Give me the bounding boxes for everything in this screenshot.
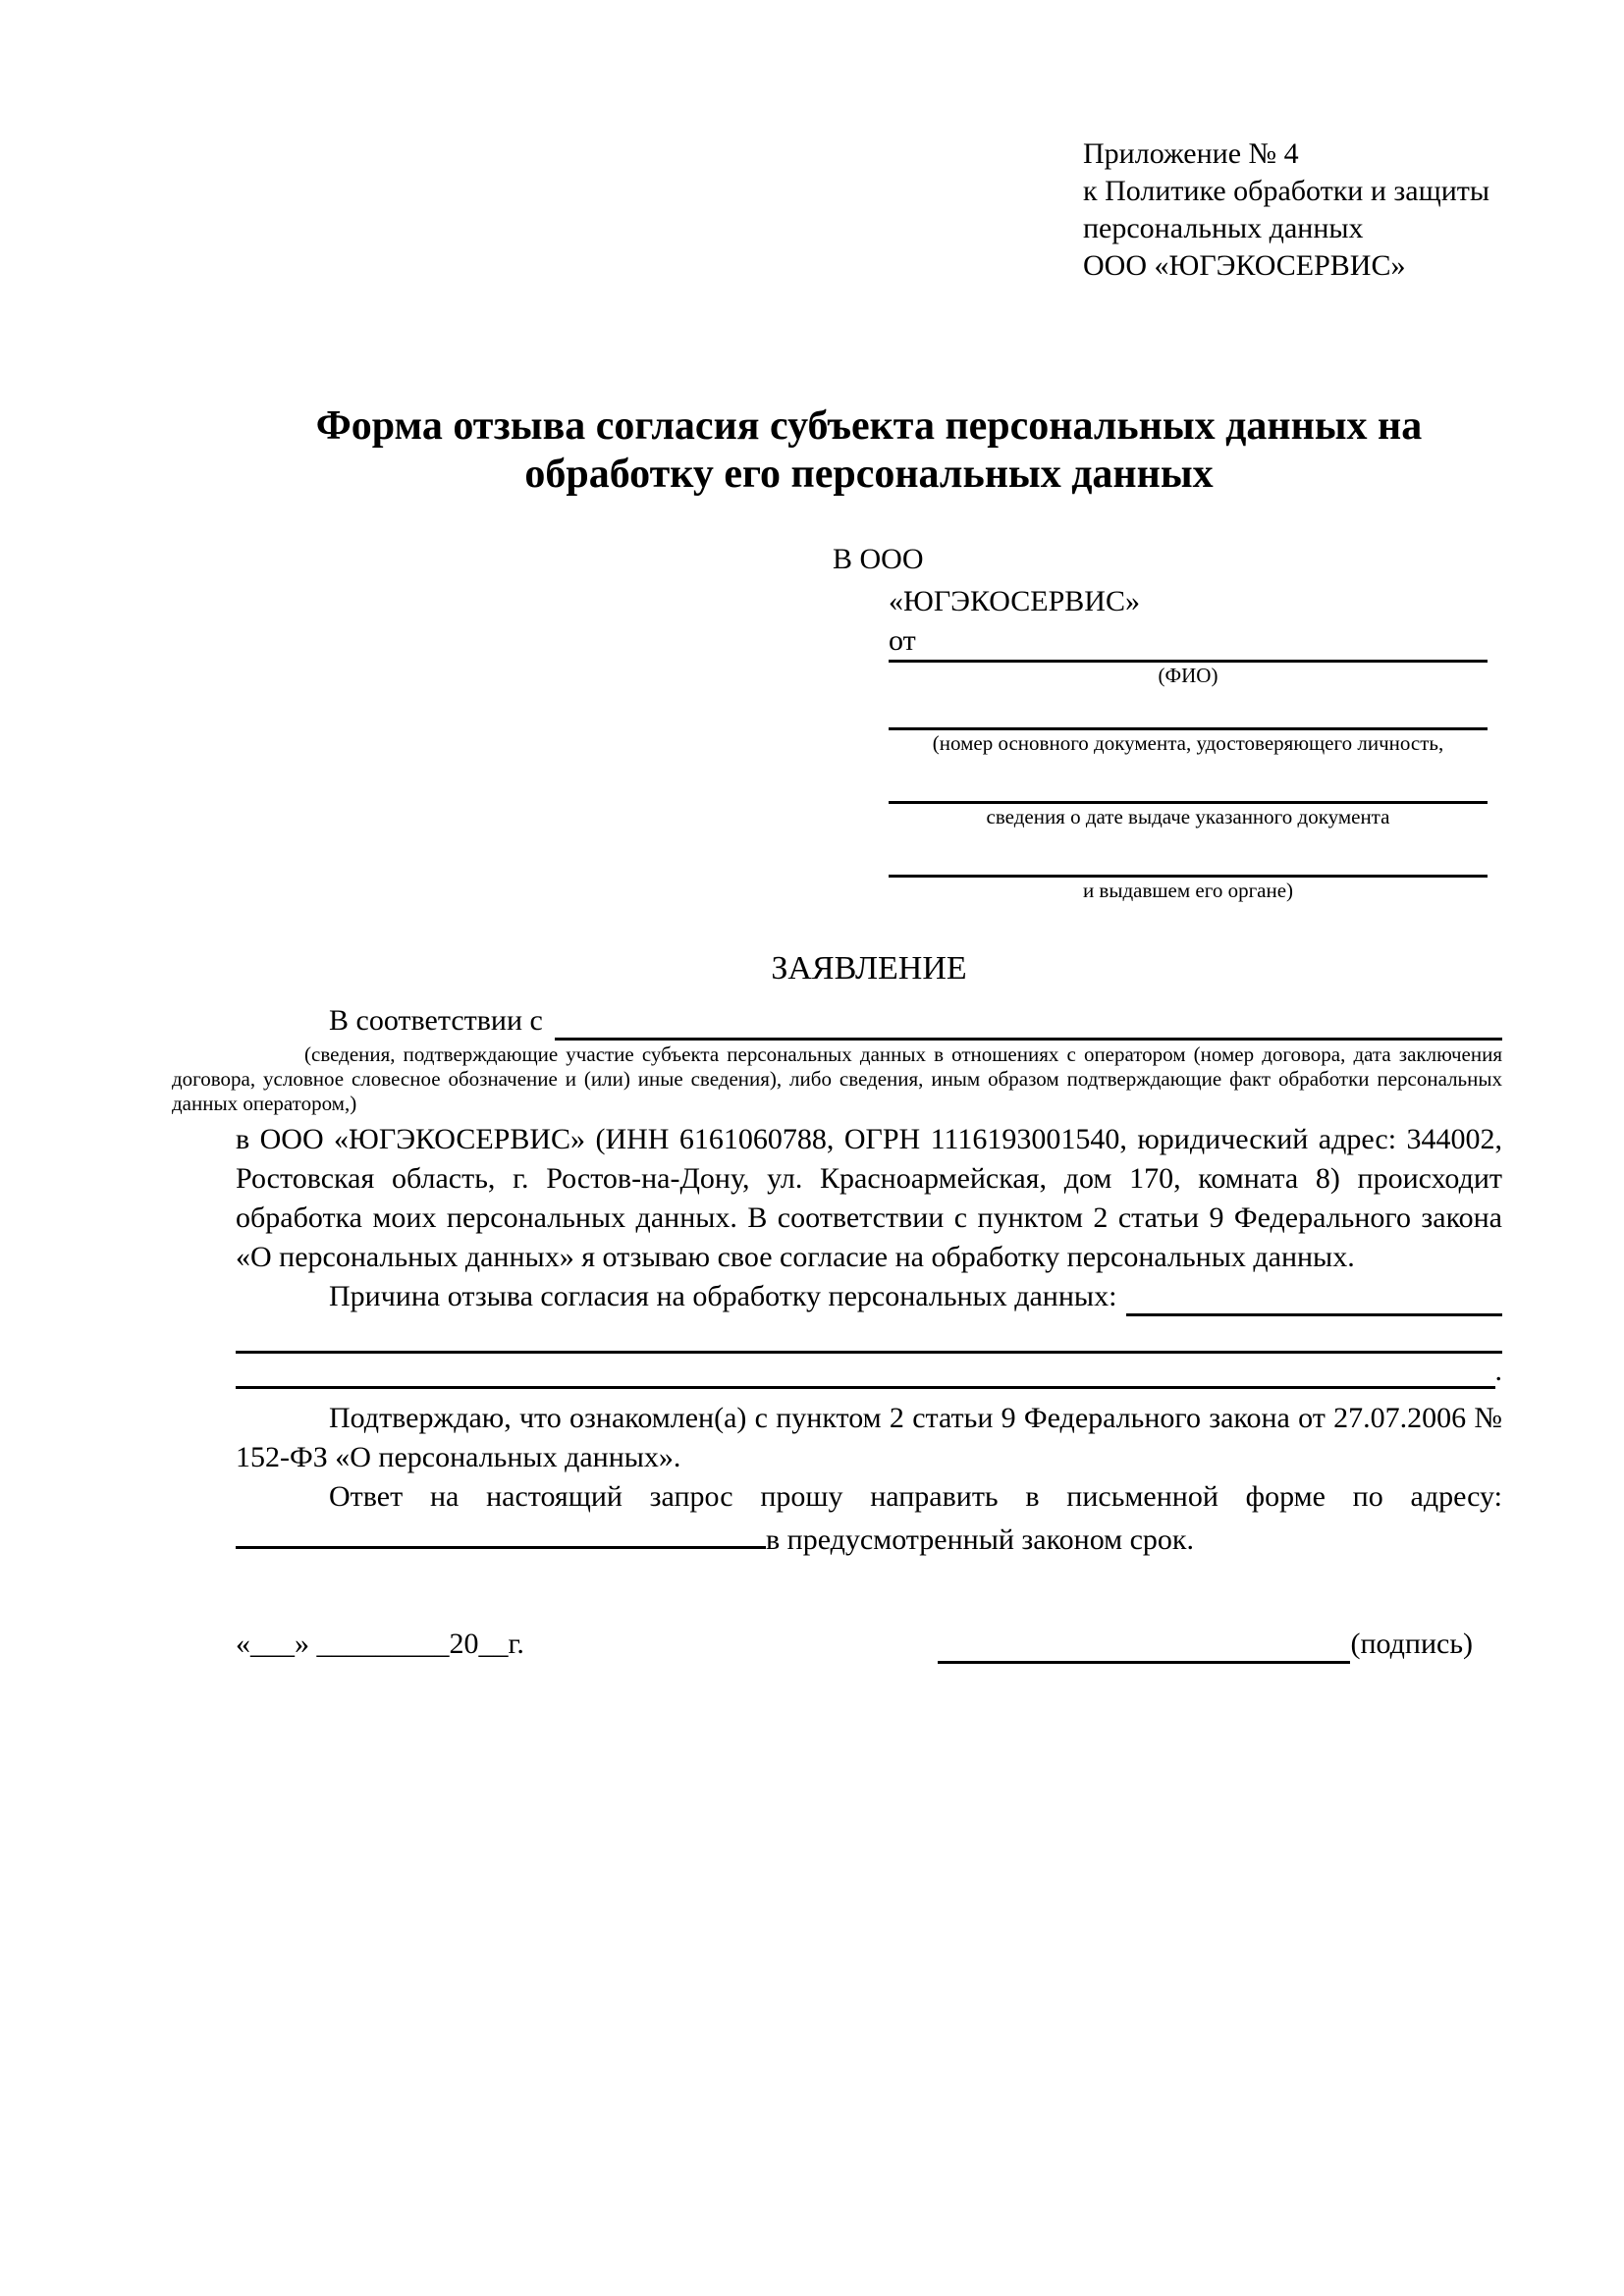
addressee-to-line: В ООО xyxy=(833,543,924,575)
document-number-caption: (номер основного документа, удостоверяющего личность, xyxy=(932,731,1444,755)
signature-field xyxy=(938,1631,1350,1664)
reason-label: Причина отзыва согласия на обработку персональных данных: xyxy=(329,1280,1117,1312)
body-paragraph: в ООО «ЮГЭКОСЕРВИС» (ИНН 6161060788, ОГРН 1116193001540, юридический адрес: 344002, Ростовская область, г. Ростов-на-Дону, ул. Красноармейская, дом 170, комната 8) происходит обработка моих персональных данных. В соответствии с пунктом 2 статьи 9 Федерального закона «О персональных данных» я отзываю свое согласие на обработку персональных данных. xyxy=(236,1123,1502,1273)
issuing-authority-field xyxy=(889,835,1488,878)
basis-footnote: (сведения, подтверждающие участие субъекта персональных данных в отношениях с оператором (номер договора, дата заключения договора, условное словесное обозначение и (или) иные сведения), либо сведения, иным образом подтверждающие факт обработки персональных данных оператором,) xyxy=(172,1042,1502,1115)
reason-field-line xyxy=(236,1318,1502,1354)
appendix-line: ООО «ЮГЭКОСЕРВИС» xyxy=(1083,249,1406,282)
addressee-block xyxy=(833,538,1502,903)
reason-field-continuation xyxy=(236,1386,1495,1389)
reason-line xyxy=(236,1277,1502,1316)
issuing-authority-caption: и выдавшем его органе) xyxy=(1082,879,1294,902)
appendix-line: к Политике обработки и защиты xyxy=(1083,175,1490,207)
document-content xyxy=(172,0,1502,1664)
in-accordance-label: В соответствии с xyxy=(329,1004,543,1037)
fio-caption: (ФИО) xyxy=(1158,664,1218,687)
basis-field xyxy=(555,1038,1502,1041)
reply-request-paragraph xyxy=(236,1477,1502,1560)
confirmation-paragraph: Подтверждаю, что ознакомлен(а) с пунктом 2 статьи 9 Федерального закона от 27.07.2006 № 152-ФЗ «О персональных данных». xyxy=(236,1402,1502,1473)
footer xyxy=(236,1625,1502,1664)
reason-field-line xyxy=(236,1354,1502,1389)
date-fill-line: «___» _________20__г. xyxy=(236,1628,524,1660)
document-number-field xyxy=(889,688,1488,730)
statement-heading: ЗАЯВЛЕНИЕ xyxy=(771,950,967,987)
reason-period: . xyxy=(1494,1355,1502,1387)
issue-date-caption: сведения о дате выдаче указанного документа xyxy=(986,805,1390,828)
addressee-from-field: от xyxy=(889,622,1488,663)
issue-date-field xyxy=(889,762,1488,804)
addressee-company: «ЮГЭКОСЕРВИС» xyxy=(889,585,1140,617)
appendix-line: Приложение № 4 xyxy=(1083,137,1299,170)
appendix-line: персональных данных xyxy=(1083,212,1364,244)
signature-caption: (подпись) xyxy=(1350,1628,1473,1660)
signature-area xyxy=(938,1625,1473,1664)
in-accordance-line xyxy=(236,1001,1502,1041)
reply-address-field xyxy=(236,1517,766,1549)
reply-request-tail: в предусмотренный законом срок. xyxy=(766,1523,1194,1556)
reason-field-start xyxy=(1126,1313,1502,1316)
reason-field-continuation xyxy=(236,1351,1502,1354)
document-title: Форма отзыва согласия субъекта персональных данных на обработку его персональных данных xyxy=(315,403,1423,497)
reply-request-text: Ответ на настоящий запрос прошу направить в письменной форме по адресу: xyxy=(329,1480,1502,1513)
